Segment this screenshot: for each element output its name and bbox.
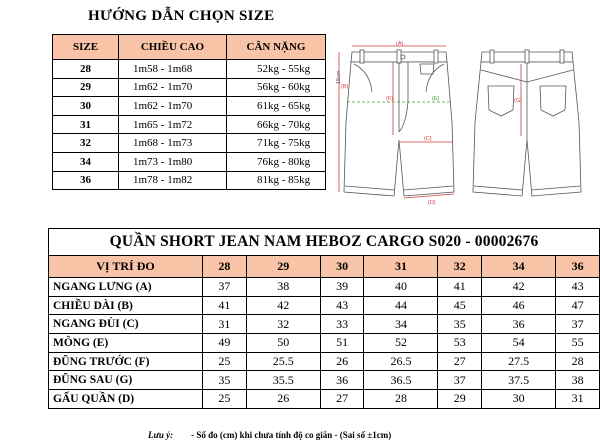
measurement-value: 32 (246, 315, 320, 334)
measurement-title: QUẦN SHORT JEAN NAM HEBOZ CARGO S020 - 00002676 (49, 229, 600, 256)
measurement-value: 29 (438, 390, 482, 409)
measurement-row (49, 296, 600, 315)
weight-cell: 71kg - 75kg (227, 134, 326, 153)
measurement-value: 27 (438, 352, 482, 371)
measurement-value: 37 (203, 278, 247, 297)
measurement-value: 38 (246, 278, 320, 297)
measurement-label: MÔNG (E) (49, 334, 203, 353)
belt-loop (434, 50, 438, 63)
belt-loop (490, 50, 494, 63)
measurement-label: NGANG ĐÙI (C) (49, 315, 203, 334)
measurement-value: 43 (320, 296, 364, 315)
size-guide-row (53, 97, 326, 116)
col-height-header: CHIỀU CAO (119, 35, 227, 60)
height-cell: 1m62 - 1m70 (119, 97, 227, 116)
measurement-value: 42 (246, 296, 320, 315)
button-icon (401, 55, 405, 59)
note-text: - Số đo (cm) khi chưa tính độ co giãn - (Sai số ±1cm) (191, 430, 392, 440)
measurement-label: NGANG LƯNG (A) (49, 278, 203, 297)
measurement-header-row (49, 256, 600, 278)
label-d: (D) (428, 200, 436, 206)
size-guide-row (53, 115, 326, 134)
weight-cell: 66kg - 70kg (227, 115, 326, 134)
measurement-value: 31 (556, 390, 600, 409)
measurement-row (49, 334, 600, 353)
measurement-value: 31 (203, 315, 247, 334)
label-c: (C) (424, 136, 432, 142)
measurement-value: 47 (556, 296, 600, 315)
label-b: (B) (341, 84, 349, 90)
belt-loop (525, 50, 529, 63)
size-cell: 31 (53, 115, 119, 134)
height-cell: 1m73 - 1m80 (119, 152, 227, 171)
measurement-value: 46 (482, 296, 556, 315)
measurement-value: 26.5 (364, 352, 438, 371)
size-guide-row (53, 171, 326, 190)
measurement-value: 39 (320, 278, 364, 297)
measurement-value: 35 (438, 315, 482, 334)
measurement-value: 27 (320, 390, 364, 409)
label-g: (G) (514, 98, 522, 104)
measurement-value: 38 (556, 371, 600, 390)
size-cell: 30 (53, 97, 119, 116)
measurement-table (48, 228, 600, 409)
measurement-value: 55 (556, 334, 600, 353)
shorts-back-view (473, 50, 581, 196)
measurement-value: 35.5 (246, 371, 320, 390)
shorts-diagram (336, 40, 586, 216)
measurement-value: 49 (203, 334, 247, 353)
measurement-value: 41 (203, 296, 247, 315)
measurement-value: 37 (438, 371, 482, 390)
size-column-header: 29 (246, 256, 320, 278)
measurement-value: 35 (203, 371, 247, 390)
measurement-row (49, 371, 600, 390)
measurement-value: 54 (482, 334, 556, 353)
measurement-value: 37.5 (482, 371, 556, 390)
size-column-header: 28 (203, 256, 247, 278)
measurement-value: 30 (482, 390, 556, 409)
shorts-front-view (344, 50, 454, 196)
measurement-value: 28 (364, 390, 438, 409)
size-column-header: 36 (556, 256, 600, 278)
measurement-value: 28 (556, 352, 600, 371)
size-cell: 29 (53, 78, 119, 97)
weight-cell: 52kg - 55kg (227, 60, 326, 79)
measurement-value: 42 (482, 278, 556, 297)
size-guide-table (52, 34, 326, 190)
size-cell: 36 (53, 171, 119, 190)
measurement-title-row (49, 229, 600, 256)
size-column-header: 31 (364, 256, 438, 278)
measurement-label: ĐŨNG TRƯỚC (F) (49, 352, 203, 371)
measurement-value: 34 (364, 315, 438, 334)
measurement-value: 36.5 (364, 371, 438, 390)
height-cell: 1m78 - 1m82 (119, 171, 227, 190)
label-e: (E) (432, 96, 440, 102)
measurement-value: 43 (556, 278, 600, 297)
size-guide-row (53, 78, 326, 97)
measurement-value: 40 (364, 278, 438, 297)
measurement-value: 33 (320, 315, 364, 334)
label-a: (A) (396, 41, 404, 47)
size-cell: 34 (53, 152, 119, 171)
size-cell: 28 (53, 60, 119, 79)
height-cell: 1m65 - 1m72 (119, 115, 227, 134)
measurement-value: 26 (246, 390, 320, 409)
col-weight-header: CÂN NẶNG (227, 35, 326, 60)
belt-loop (397, 50, 401, 63)
size-cell: 32 (53, 134, 119, 153)
height-cell: 1m68 - 1m73 (119, 134, 227, 153)
measurement-value: 26 (320, 352, 364, 371)
col-size-header: SIZE (53, 35, 119, 60)
size-guide-title: HƯỚNG DẪN CHỌN SIZE (88, 8, 275, 24)
measurement-row (49, 278, 600, 297)
back-pocket-right (540, 86, 566, 116)
note-label: Lưu ý: (148, 430, 174, 440)
weight-cell: 76kg - 80kg (227, 152, 326, 171)
measurement-label: GẤU QUẦN (D) (49, 390, 203, 409)
measurement-label: ĐŨNG SAU (G) (49, 371, 203, 390)
measurement-row (49, 352, 600, 371)
measurement-value: 52 (364, 334, 438, 353)
size-guide-header-row (53, 35, 326, 60)
measurement-value: 51 (320, 334, 364, 353)
weight-cell: 61kg - 65kg (227, 97, 326, 116)
measurement-value: 50 (246, 334, 320, 353)
height-cell: 1m58 - 1m68 (119, 60, 227, 79)
size-column-header: 32 (438, 256, 482, 278)
note (148, 430, 391, 440)
label-f: (F) (386, 96, 394, 102)
measurement-value: 44 (364, 296, 438, 315)
measurement-value: 25.5 (246, 352, 320, 371)
measurement-value: 25 (203, 390, 247, 409)
measurement-row (49, 315, 600, 334)
back-pocket-left (488, 86, 514, 116)
measurement-row (49, 390, 600, 409)
size-guide-row (53, 134, 326, 153)
measurement-value: 37 (556, 315, 600, 334)
measurement-value: 45 (438, 296, 482, 315)
weight-cell: 56kg - 60kg (227, 78, 326, 97)
size-guide-row (53, 152, 326, 171)
measurement-value: 41 (438, 278, 482, 297)
position-header: VỊ TRÍ ĐO (49, 256, 203, 278)
measurement-value: 36 (482, 315, 556, 334)
measurement-value: 25 (203, 352, 247, 371)
measurement-label: CHIỀU DÀI (B) (49, 296, 203, 315)
weight-cell: 81kg - 85kg (227, 171, 326, 190)
belt-loop (560, 50, 564, 63)
belt-loop (360, 50, 364, 63)
measurement-value: 27.5 (482, 352, 556, 371)
size-guide-row (53, 60, 326, 79)
measurement-value: 53 (438, 334, 482, 353)
label-side: 15cm (336, 70, 342, 84)
size-column-header: 30 (320, 256, 364, 278)
height-cell: 1m62 - 1m70 (119, 78, 227, 97)
measurement-value: 36 (320, 371, 364, 390)
size-column-header: 34 (482, 256, 556, 278)
